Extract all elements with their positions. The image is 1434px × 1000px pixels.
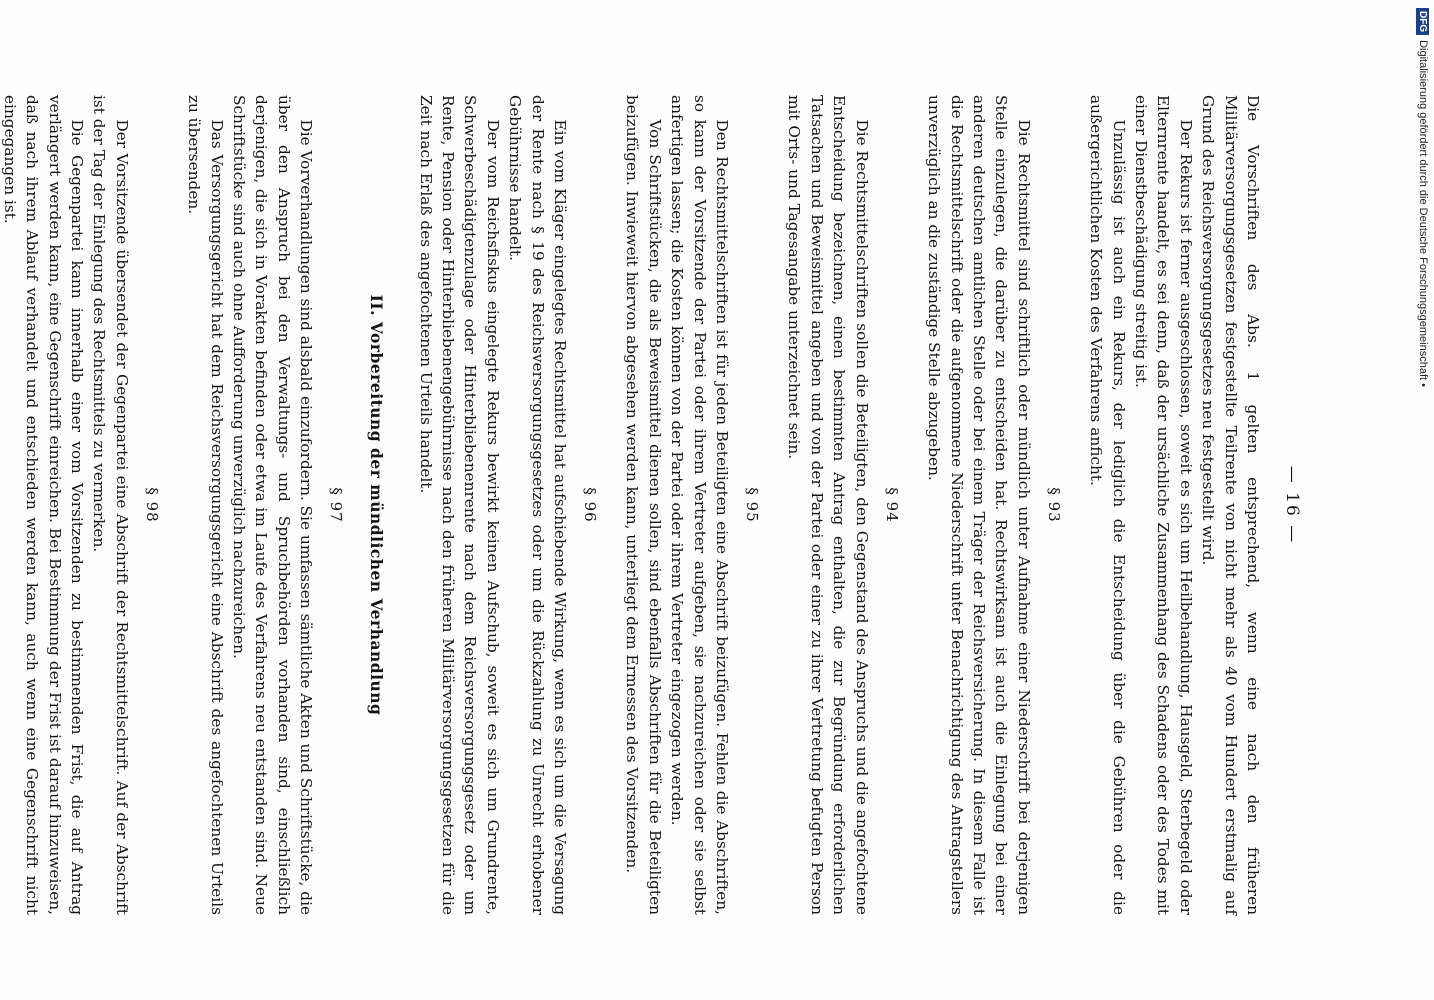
dfg-caption: Digitalisierung gefördert durch die Deutsche Forschungsgemeinschaft • bbox=[1417, 40, 1429, 387]
section-95-title: § 95 bbox=[743, 487, 762, 523]
page-content-area bbox=[0, 95, 1310, 916]
section-94-paragraph-1: Die Rechtsmittelschriften sollen die Beteiligten, den Gegenstand des Anspruchs und die angefochtene Entscheidung bezeichnen, einen bestimmten Antrag enthalten, die zur Begründung erforderlichen Tatsachen und Beweismittel angeben und von der Partei oder einer zu ihrer Vertretung befugten Person mit Orts- und Tagesangabe unterzeichnet sein. bbox=[785, 95, 871, 915]
section-96-title: § 96 bbox=[581, 487, 600, 523]
dfg-watermark-rotated bbox=[1412, 8, 1434, 398]
rotated-text-block bbox=[0, 95, 1310, 916]
intro-paragraph-1: Die Vorschriften des Abs. 1 gelten entsprechend, wenn eine nach den früheren Militärversorgungsgesetzen festgestellte Teilrente von nicht mehr als 40 vom Hundert erstmalig auf Grund des Reichsversorgungsgesetzes neu festgestellt wird. bbox=[1199, 95, 1262, 915]
page-number: — 16 — bbox=[1282, 465, 1302, 545]
section-98-paragraph-1: Der Vorsitzende übersendet der Gegenpartei eine Abschrift der Rechtsmittelschrift. Auf der Abschrift ist der Tag der Einlegung des Rechtsmittels zu vermerken. bbox=[90, 95, 131, 915]
section-95-paragraph-2: Von Schriftstücken, die als Beweismittel dienen sollen, sind ebenfalls Abschriften für die Beteiligten beizufügen. Inwieweit hiervon abgesehen werden kann, unterliegt dem Ermessen des Vorsitzenden. bbox=[623, 95, 664, 915]
section-97-title: § 97 bbox=[327, 487, 346, 523]
intro-paragraph-3: Unzulässig ist auch ein Rekurs, der lediglich die Entscheidung über die Gebühren oder die außergerichtlichen Kosten des Verfahrens anficht. bbox=[1087, 95, 1128, 915]
intro-paragraph-2: Der Rekurs ist ferner ausgeschlossen, soweit es sich um Heilbehandlung, Hausgeld, Sterbegeld oder Elternrente handelt, es sei denn, daß der ursächliche Zusammenhang des Schadens oder des Todes mit einer Dienstbeschädigung streitig ist. bbox=[1131, 95, 1195, 915]
section-97-paragraph-2: Das Versorgungsgericht hat dem Reichsversorgungsgericht eine Abschrift des angefochtenen Urteils zu übersenden. bbox=[185, 95, 226, 915]
section-94-title: § 94 bbox=[882, 487, 901, 523]
section-93-paragraph-1: Die Rechtsmittel sind schriftlich oder mündlich unter Aufnahme einer Niederschrift bei derjenigen Stelle einzulegen, die darüber zu entscheiden hat. Rechtswirksam ist auch die Einlegung bei einer anderen deutschen amtlichen Stelle oder bei einem Träger der Reichsversicherung. In diesem Falle ist die Rechtsmittelschrift oder die aufgenommene Niederschrift unter Benachrichtigung des Antragstellers unverzüglich an die zuständige Stelle abzugeben. bbox=[925, 95, 1033, 915]
section-97-paragraph-1: Die Vorverhandlungen sind alsbald einzufordern. Sie umfassen sämtliche Akten und Schriftstücke, die über den Anspruch bei den Verwaltungs- und Spruchbehörden vorhanden sind, einschließlich derjenigen, die sich in Vorakten befinden oder etwa im Laufe des Verfahrens neu entstanden sind. Neue Schriftstücke sind auch ohne Aufforderung unverzüglich nachzureichen. bbox=[230, 95, 316, 916]
section-95-paragraph-1: Den Rechtsmittelschriften ist für jeden Beteiligten eine Abschrift beizufügen. Fehlen die Abschriften, so kann der Vorsitzende der Partei oder ihrem Vertreter aufgeben, sie nachzureichen oder sie selbst anfertigen lassen; die Kosten können von der Partei oder ihrem Vertreter eingezogen werden. bbox=[668, 95, 732, 915]
dfg-logo: DFG bbox=[1417, 8, 1430, 35]
section-heading: II. Vorbereitung der mündlichen Verhandlung bbox=[367, 294, 387, 716]
section-96-paragraph-1: Ein vom Kläger eingelegtes Rechtsmittel hat aufschiebende Wirkung, wenn es sich um die Versagung der Rente nach § 19 des Reichsversorgungsgesetzes oder um die Rückzahlung zu Unrecht erhobener Gebührnisse handelt. bbox=[506, 95, 570, 915]
section-98-title: § 98 bbox=[142, 487, 161, 523]
dfg-watermark bbox=[1412, 8, 1434, 398]
section-93-title: § 93 bbox=[1044, 487, 1063, 523]
section-98-paragraph-2: Die Gegenpartei kann innerhalb einer vom Vorsitzenden zu bestimmenden Frist, die auf Antrag verlängert werden kann, eine Gegenschrift einreichen. Bei Bestimmung der Frist ist darauf hinzuweisen, daß nach ihrem Ablauf verhandelt und entschieden werden kann, auch wenn eine Gegenschrift nicht eingegangen ist. bbox=[0, 95, 86, 915]
section-96-paragraph-2: Der vom Reichsfiskus eingelegte Rekurs bewirkt keinen Aufschub, soweit es sich um Grundrente, Schwerbeschädigtenzulage oder Hinterbliebenenrente nach dem Reichsversorgungsgesetz oder um Rente, Pension oder Hinterbliebenengebührnisse nach den früheren Militärversorgungsgesetzen für die Zeit nach Erlaß des angefochtenen Urteils handelt. bbox=[416, 95, 502, 915]
